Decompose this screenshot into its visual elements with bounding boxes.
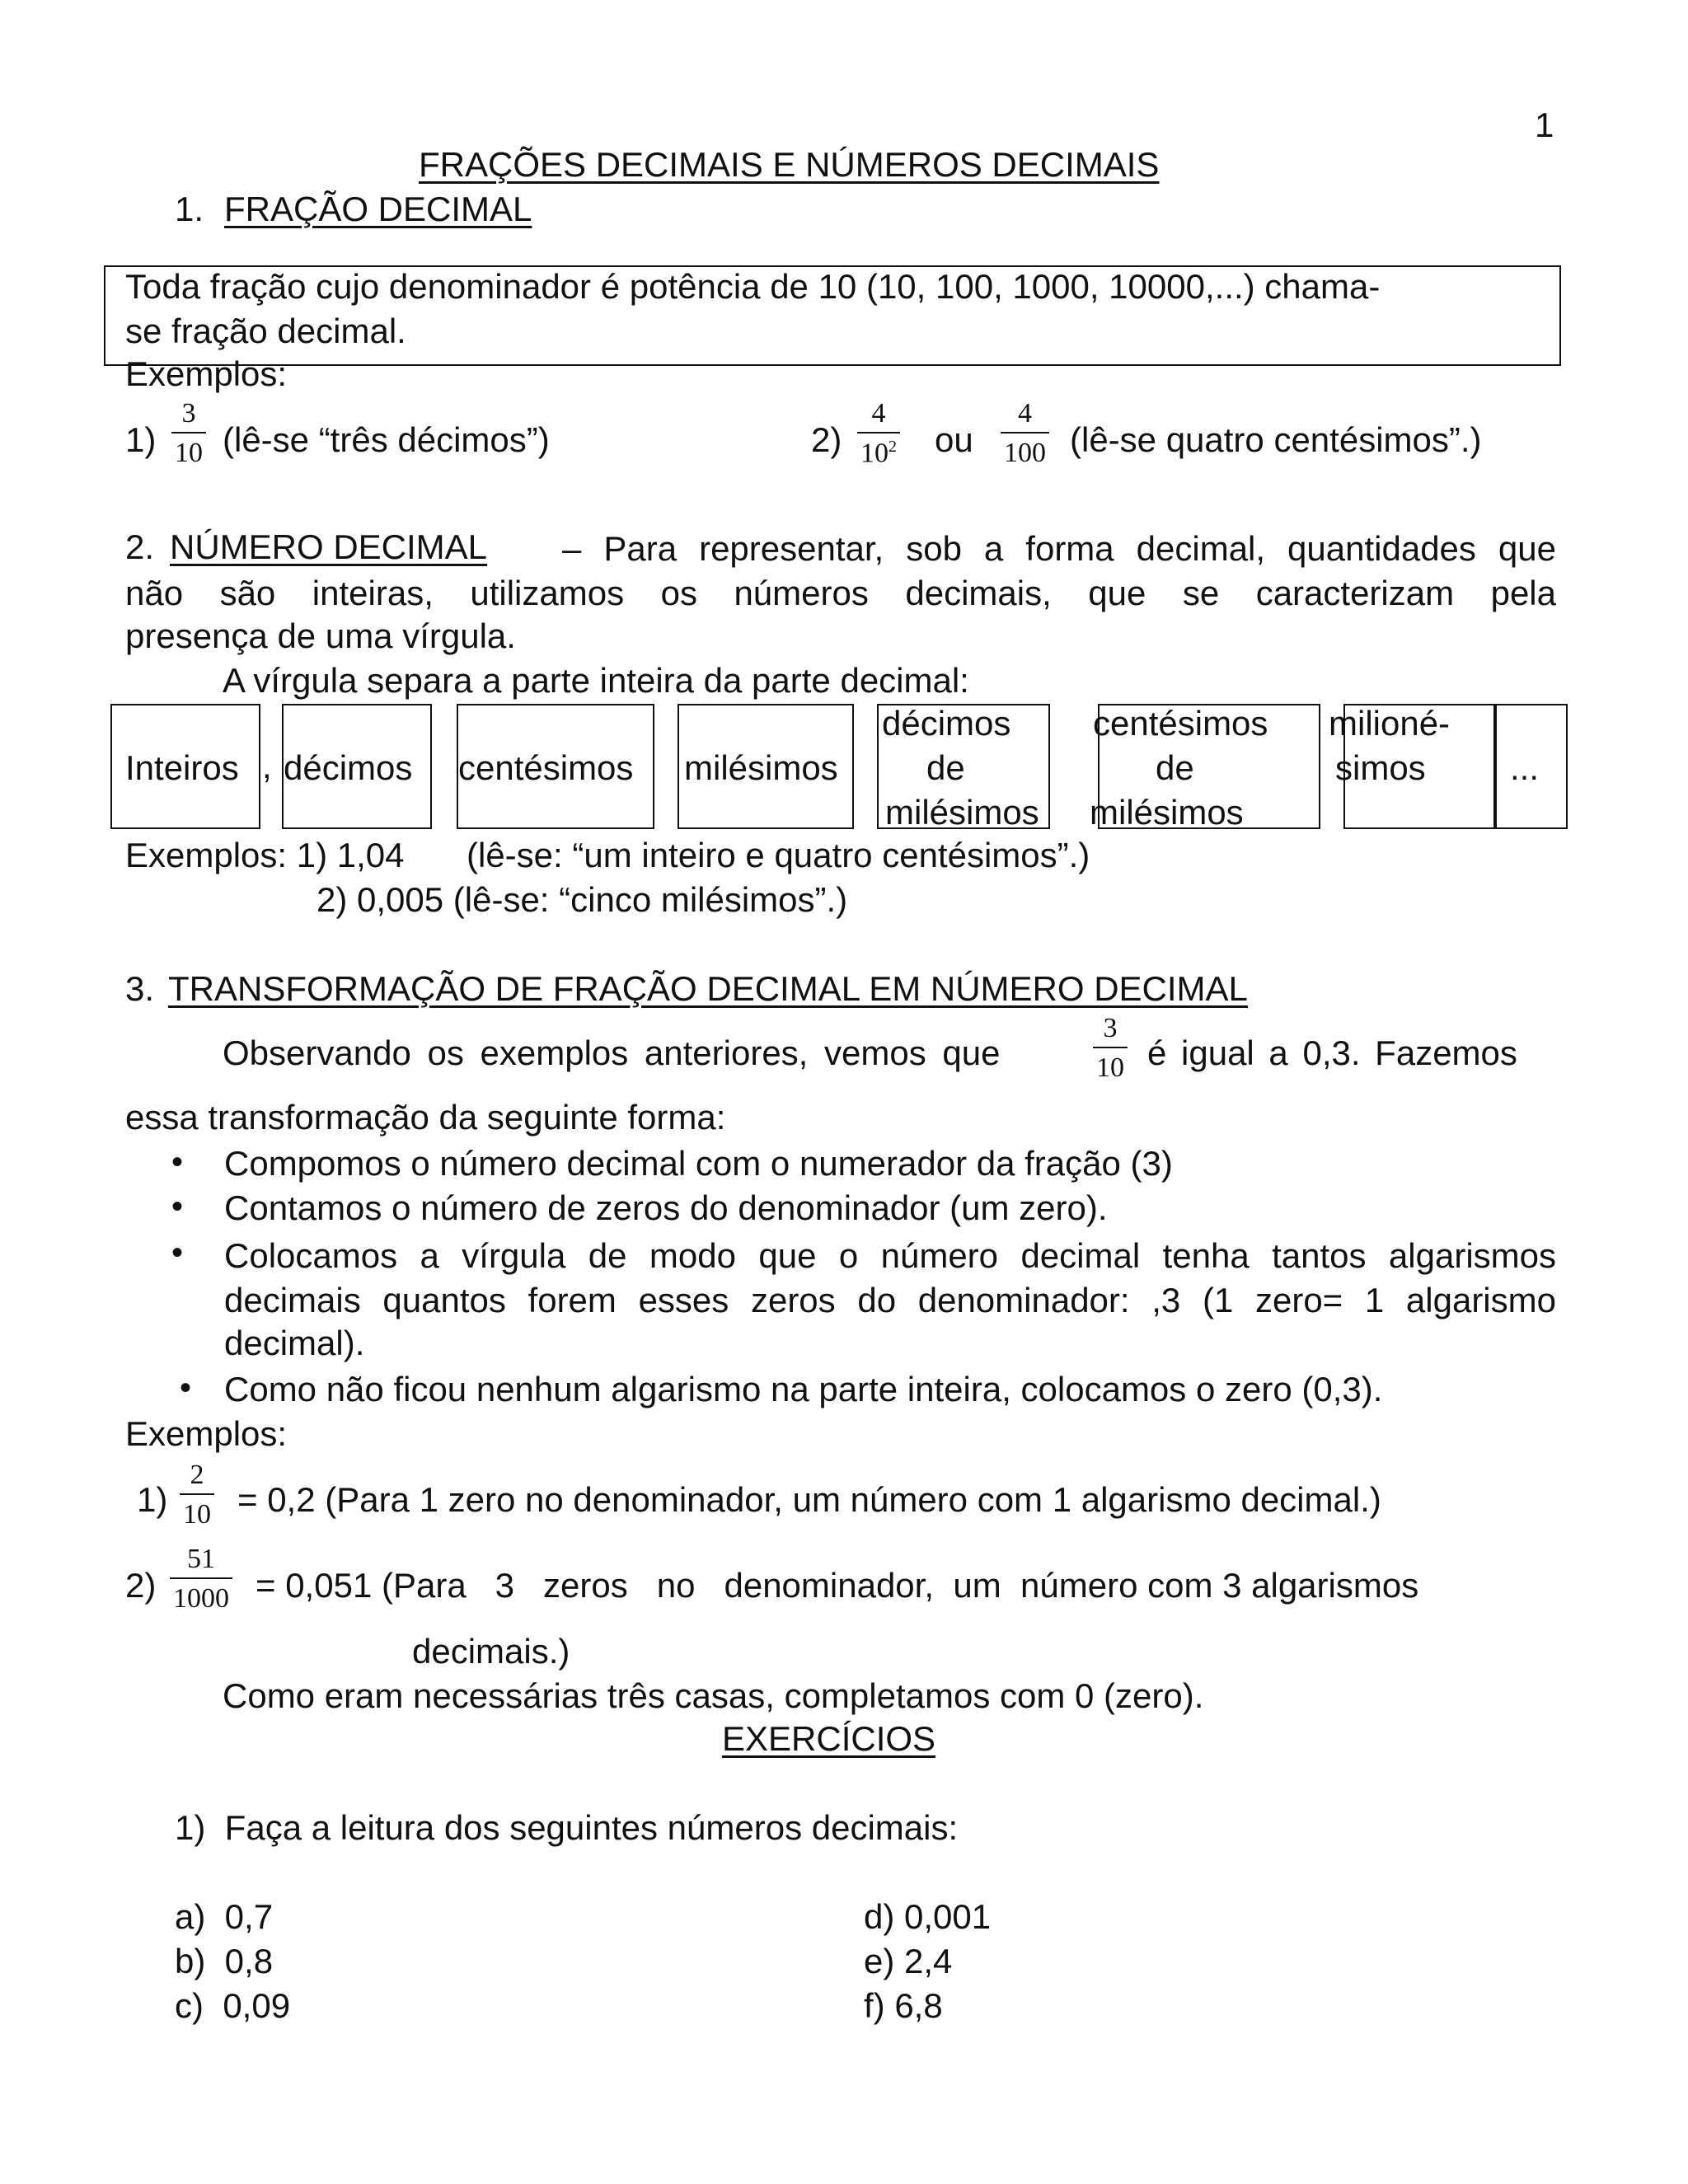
fraction-denominator — [857, 432, 900, 468]
exercise-item-a: a) 0,7 — [175, 1897, 274, 1936]
fraction-numerator: 3 — [1103, 1013, 1118, 1043]
section2-heading: NÚMERO DECIMAL — [170, 527, 488, 566]
fraction-numerator: 2 — [190, 1460, 204, 1490]
section3-example-1-number: 1) — [137, 1480, 168, 1519]
fraction-denominator: 10 — [171, 432, 206, 468]
cell-ellipsis-label: ... — [1510, 748, 1540, 787]
exercises-heading: EXERCÍCIOS — [722, 1719, 936, 1758]
denominator-exponent: 2 — [889, 437, 897, 456]
section3-example-2-number: 2) — [125, 1566, 157, 1605]
fraction-numerator: 4 — [1018, 398, 1032, 429]
bullet-3-line-3: decimal). — [224, 1324, 365, 1362]
section3-example-1-text: = 0,2 (Para 1 zero no denominador, um número com 1 algarismo decimal.) — [237, 1480, 1381, 1519]
exercise-item-d: d) 0,001 — [864, 1897, 992, 1936]
fraction-numerator: 4 — [871, 398, 886, 429]
fraction-denominator: 100 — [1001, 432, 1049, 468]
section2-example-1-text: (lê-se: “um inteiro e quatro centésimos”.) — [467, 836, 1090, 874]
section2-line-2: não são inteiras, utilizamos os números decimais, que se caracterizam pela — [125, 574, 1556, 612]
bullet-dot: • — [171, 1235, 184, 1271]
cell-milesimos-label: milésimos — [684, 748, 838, 787]
page-title: FRAÇÕES DECIMAIS E NÚMEROS DECIMAIS — [419, 145, 1160, 184]
section2-line-4: A vírgula separa a parte inteira da parte decimal: — [223, 661, 969, 700]
cell-ddm-line3: milésimos — [885, 793, 1039, 832]
section2-example-2: 2) 0,005 (lê-se: “cinco milésimos”.) — [316, 880, 848, 919]
exercise-item-f: f) 6,8 — [864, 1986, 943, 2025]
fraction-denominator: 10 — [180, 1493, 214, 1530]
bullet-1-text: Compomos o número decimal com o numerador da fração (3) — [224, 1144, 1173, 1183]
definition-line-2: se fração decimal. — [125, 312, 406, 350]
fraction-denominator: 10 — [1093, 1047, 1128, 1083]
fraction-denominator: 1000 — [170, 1577, 232, 1614]
section3-example-2-text-cont: decimais.) — [412, 1632, 570, 1671]
exercise-item-c: c) 0,09 — [175, 1986, 291, 2025]
section3-note: Como eram necessárias três casas, completamos com 0 (zero). — [223, 1676, 1204, 1715]
cell-cdm-line1: centésimos — [1093, 704, 1268, 743]
cell-ddm-line2: de — [926, 748, 965, 787]
fraction-4-10-squared — [857, 399, 900, 468]
exercise-1-prompt: 1) Faça a leitura dos seguintes números decimais: — [175, 1808, 959, 1847]
section2-line-1: – Para representar, sob a forma decimal, quantidades que — [562, 529, 1556, 568]
bullet-3-line-2: decimais quantos forem esses zeros do denominador: ,3 (1 zero= 1 algarismo — [224, 1281, 1556, 1319]
fraction-3-10 — [171, 399, 206, 467]
section3-example-2-text: = 0,051 (Para 3 zeros no denominador, um número com 3 algarismos — [256, 1566, 1419, 1605]
exercise-item-b: b) 0,8 — [175, 1942, 274, 1980]
bullet-4-text: Como não ficou nenhum algarismo na parte inteira, colocamos o zero (0,3). — [224, 1370, 1383, 1408]
fraction-3-10-observation — [1093, 1014, 1128, 1082]
section3-examples-label: Exemplos: — [125, 1414, 288, 1453]
fraction-51-1000 — [170, 1544, 232, 1613]
section2-number: 2. — [125, 527, 155, 566]
section1-heading: FRAÇÃO DECIMAL — [224, 190, 532, 228]
cell-centesimos-label: centésimos — [458, 748, 634, 787]
example-2-number: 2) — [811, 420, 842, 459]
observation-line-2: essa transformação da seguinte forma: — [125, 1098, 726, 1137]
cell-decimos-label: décimos — [284, 748, 413, 787]
cell-milionesimos-line1: milioné- — [1329, 704, 1451, 743]
example-1-text: (lê-se “três décimos”) — [223, 420, 550, 459]
or-label: ou — [935, 420, 973, 459]
exercise-item-e: e) 2,4 — [864, 1942, 953, 1980]
example-2-text: (lê-se quatro centésimos”.) — [1070, 420, 1482, 459]
denominator-base: 10 — [860, 438, 889, 469]
section2-example-1-label: Exemplos: 1) 1,04 — [125, 836, 405, 874]
fraction-numerator: 3 — [181, 398, 196, 429]
cell-inteiros-label: Inteiros — [125, 748, 239, 787]
observation-part-1: Observando os exemplos anteriores, vemos que — [223, 1033, 1001, 1072]
cell-milionesimos-line2: simos — [1335, 748, 1426, 787]
bullet-2-text: Contamos o número de zeros do denominador (um zero). — [224, 1188, 1108, 1227]
section3-number: 3. — [125, 969, 155, 1008]
bullet-dot: • — [171, 1144, 184, 1180]
fraction-4-100 — [1001, 399, 1049, 467]
page-number: 1 — [1535, 105, 1554, 144]
observation-part-2: é igual a 0,3. Fazemos — [1147, 1033, 1517, 1072]
examples-label: Exemplos: — [125, 354, 288, 393]
section1-number: 1. — [175, 190, 204, 228]
bullet-dot: • — [180, 1370, 192, 1406]
fraction-2-10 — [180, 1460, 214, 1529]
cell-cdm-line3: milésimos — [1090, 793, 1244, 832]
cell-ddm-line1: décimos — [882, 704, 1011, 743]
bullet-dot: • — [171, 1188, 184, 1225]
section2-line-3: presença de uma vírgula. — [125, 616, 516, 655]
example-1-number: 1) — [125, 420, 157, 459]
comma-separator: , — [262, 747, 272, 785]
definition-line-1: Toda fração cujo denominador é potência de 10 (10, 100, 1000, 10000,...) chama- — [125, 267, 1381, 306]
cell-cdm-line2: de — [1156, 748, 1194, 787]
fraction-numerator: 51 — [187, 1544, 215, 1574]
bullet-3-line-1: Colocamos a vírgula de modo que o número decimal tenha tantos algarismos — [224, 1236, 1556, 1275]
section3-heading: TRANSFORMAÇÃO DE FRAÇÃO DECIMAL EM NÚMERO DECIMAL — [168, 969, 1248, 1008]
